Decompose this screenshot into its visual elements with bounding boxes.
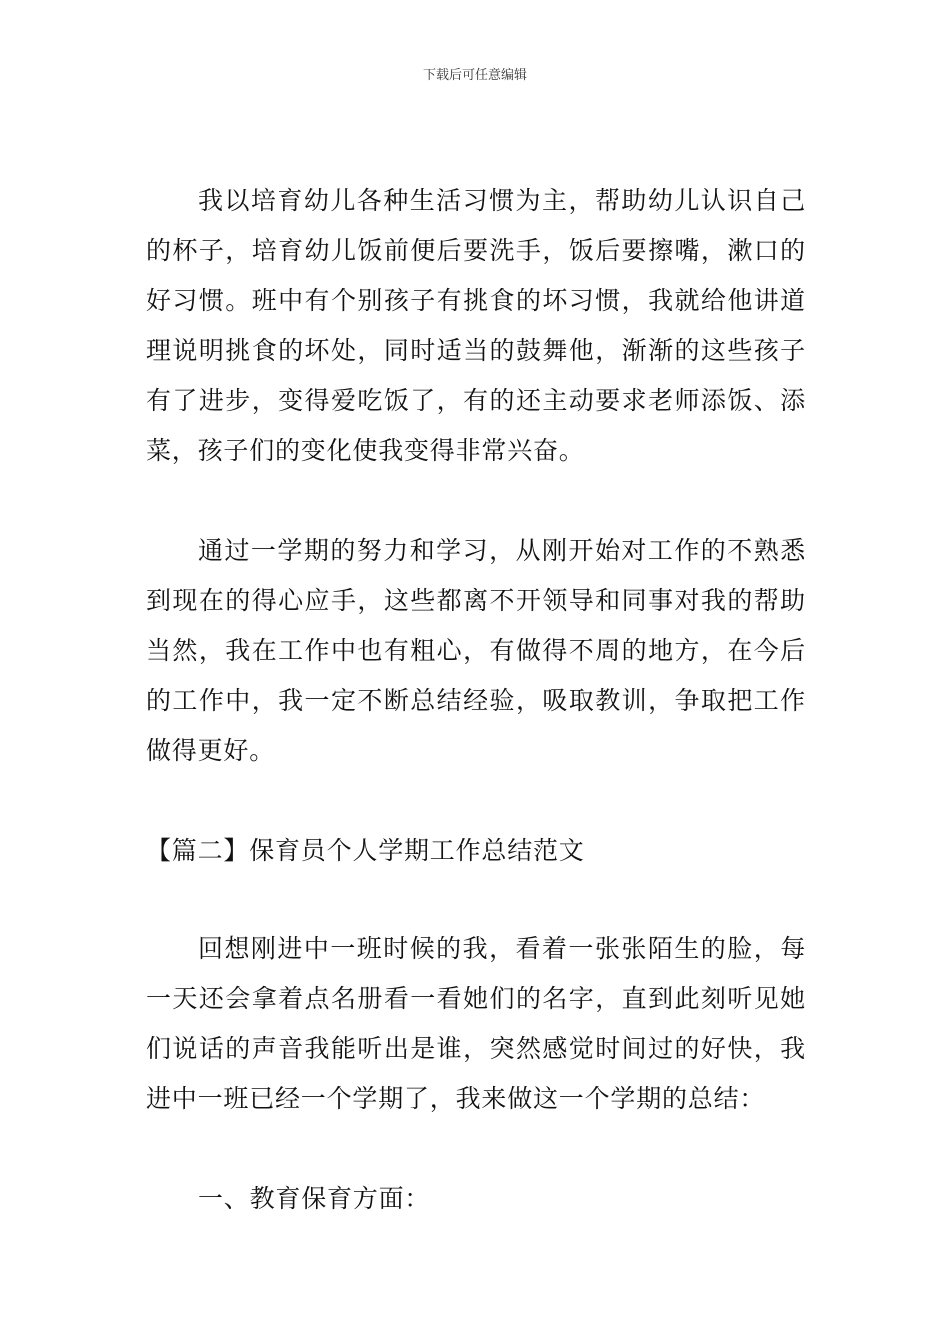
paragraph-reflection: 通过一学期的努力和学习，从刚开始对工作的不熟悉到现在的得心应手，这些都离不开领导和同事对我的帮助当然，我在工作中也有粗心，有做得不周的地方，在今后的工作中，我一定不断总结经验，吸取教训，争取把工作做得更好。 <box>146 536 806 765</box>
paragraph-recollection: 回想刚进中一班时候的我，看着一张张陌生的脸，每一天还会拿着点名册看一看她们的名字，直到此刻听见她们说话的声音我能听出是谁，突然感觉时间过的好快，我进中一班已经一个学期了，我来做这一个学期的总结： <box>146 934 806 1113</box>
paragraph-spacer <box>146 876 806 924</box>
page-header-note: 下载后可任意编辑 <box>422 68 527 83</box>
section-heading: 【篇二】保育员个人学期工作总结范文 <box>146 836 585 865</box>
subsection-heading: 一、教育保育方面： <box>198 1184 431 1213</box>
paragraph-habits: 我以培育幼儿各种生活习惯为主，帮助幼儿认识自己的杯子，培育幼儿饭前便后要洗手，饭后要擦嘴，漱口的好习惯。班中有个别孩子有挑食的坏习惯，我就给他讲道理说明挑食的坏处，同时适当的鼓舞他，渐渐的这些孩子有了进步，变得爱吃饭了，有的还主动要求老师添饭、添菜，孩子们的变化使我变得非常兴奋。 <box>146 186 806 465</box>
paragraph-spacer <box>146 776 806 826</box>
paragraph-spacer <box>146 1124 806 1174</box>
paragraph-spacer <box>146 476 806 526</box>
document-body <box>146 176 806 1224</box>
